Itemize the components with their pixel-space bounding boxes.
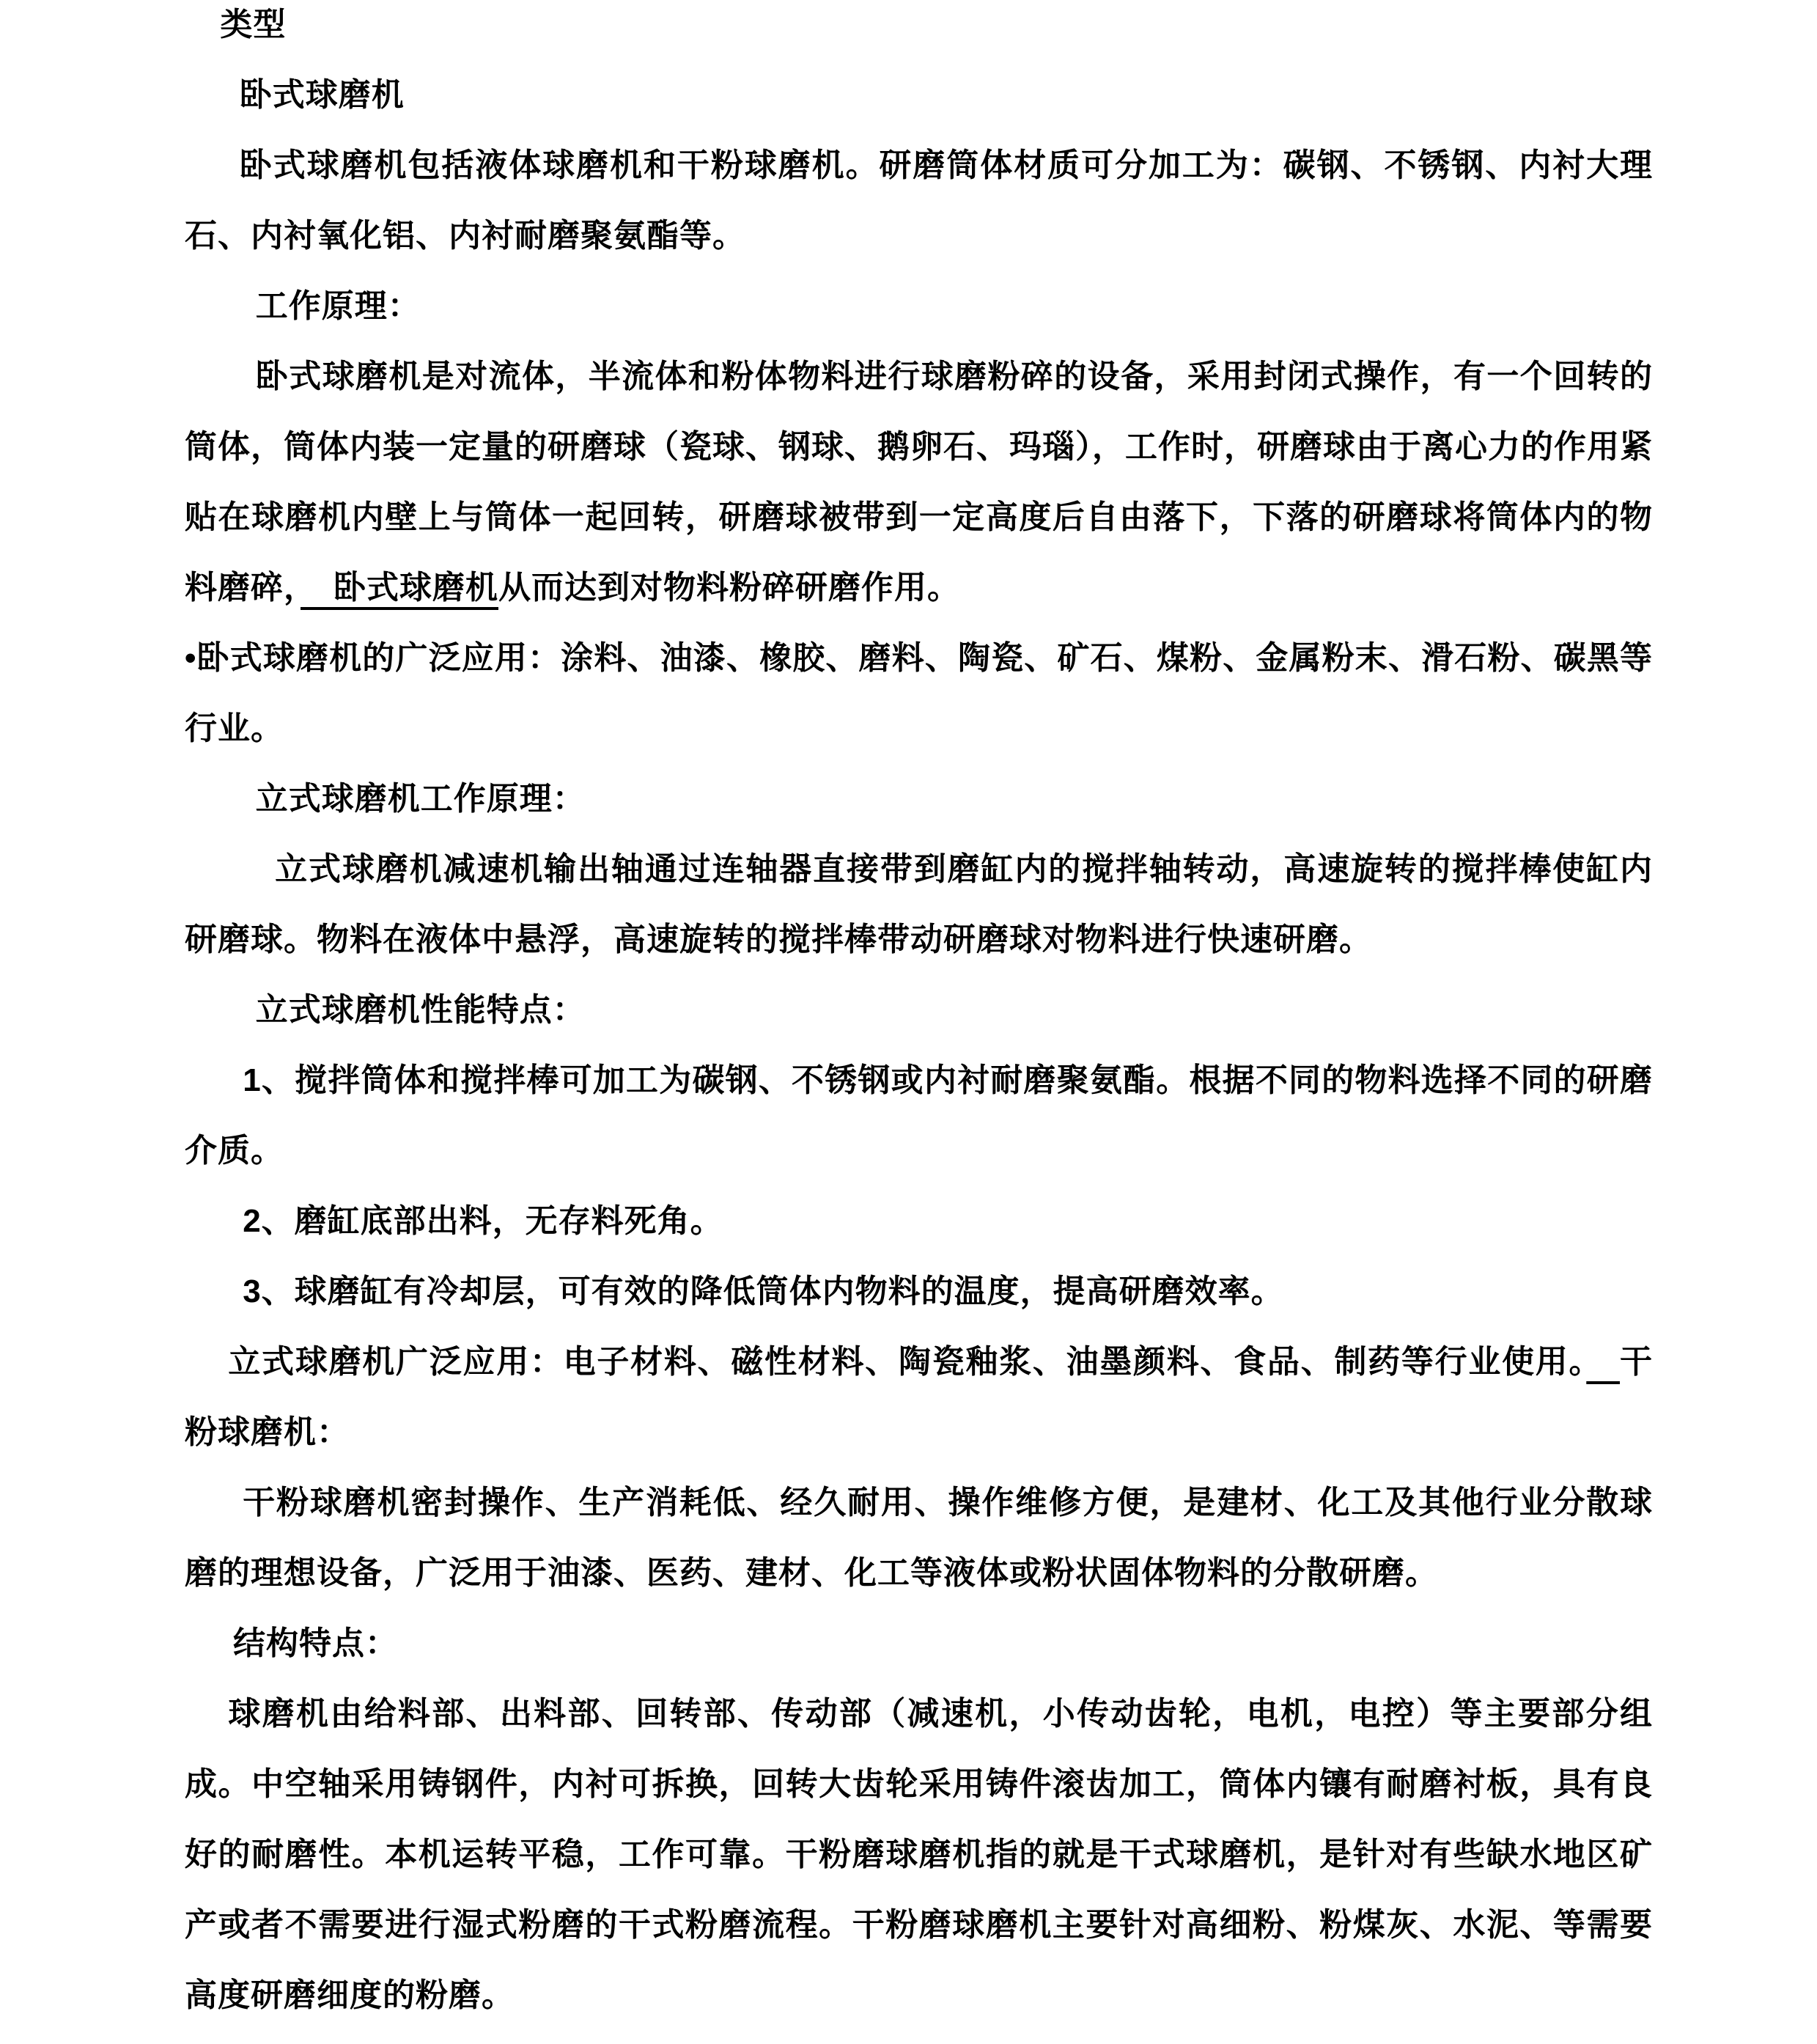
heading-type [185, 0, 1653, 60]
para-vertical-applications [185, 1327, 1653, 1468]
text-run: 1、搅拌筒体和搅拌棒可加工为碳钢、不锈钢或内衬耐磨聚氨酯。根据不同的物料选择不同的研磨介质。 [185, 1062, 1653, 1169]
text-run: 干粉球磨机密封操作、生产消耗低、经久耐用、操作维修方便，是建材、化工及其他行业分散球磨的理想设备，广泛用于油漆、医药、建材、化工等液体或粉状固体物料的分散研磨。 [185, 1485, 1653, 1591]
text-run: 立式球磨机工作原理： [255, 781, 586, 817]
heading-working-principle [185, 271, 1653, 342]
text-run: 卧式球磨机 [239, 77, 405, 113]
heading-structure-features [185, 1609, 1653, 1679]
heading-vertical-working-principle [185, 764, 1653, 834]
text-run: 类型 [220, 7, 287, 43]
text-run: 立式球磨机减速机输出轴通过连轴器直接带到磨缸内的搅拌轴转动，高速旋转的搅拌棒使缸内研磨球。物料在液体中悬浮，高速旋转的搅拌棒带动研磨球对物料进行快速研磨。 [185, 851, 1653, 957]
para-dry-powder-intro [185, 1468, 1653, 1609]
para-feature-3 [185, 1257, 1653, 1327]
para-feature-2 [185, 1186, 1653, 1257]
text-run: •卧式球磨机的广泛应用：涂料、油漆、橡胶、磨料、陶瓷、矿石、煤粉、金属粉末、滑石粉、碳黑等行业。 [185, 640, 1653, 746]
underlined-text-run [1586, 1344, 1620, 1380]
text-run: 工作原理： [255, 288, 421, 324]
para-working-principle [185, 342, 1653, 623]
text-run: 从而达到对物料粉碎研磨作用。 [498, 570, 960, 606]
text-run: 立式球磨机广泛应用：电子材料、磁性材料、陶瓷釉浆、油墨颜料、食品、制药等行业使用。 [228, 1344, 1587, 1380]
text-run: 结构特点： [233, 1625, 398, 1661]
para-vertical-working-principle [185, 834, 1653, 975]
text-run: 立式球磨机性能特点： [255, 992, 586, 1028]
text-run: 卧式球磨机包括液体球磨机和干粉球磨机。研磨筒体材质可分加工为：碳钢、不锈钢、内衬大理石、内衬氧化铝、内衬耐磨聚氨酯等。 [185, 147, 1653, 254]
document-body [185, 0, 1653, 2031]
para-horizontal-applications [185, 623, 1653, 764]
text-run: 2、磨缸底部出料，无存料死角。 [243, 1203, 723, 1239]
underlined-text-run: 卧式球磨机 [301, 570, 498, 606]
para-structure [185, 1679, 1653, 2031]
para-horizontal-intro [185, 130, 1653, 271]
text-run: 干粉球磨机： [185, 1344, 1654, 1450]
heading-vertical-features [185, 975, 1653, 1045]
text-run: 卧式球磨机是对流体，半流体和粉体物料进行球磨粉碎的设备，采用封闭式操作，有一个回转的筒体，筒体内装一定量的研磨球（瓷球、钢球、鹅卵石、玛瑙），工作时，研磨球由于离心力的作用紧贴在球磨机内壁上与筒体一起回转，研磨球被带到一定高度后自由落下，下落的研磨球将筒体内的物料磨碎， [185, 359, 1653, 606]
heading-horizontal-ball-mill [185, 60, 1653, 130]
para-feature-1 [185, 1045, 1653, 1186]
text-run: 球磨机由给料部、出料部、回转部、传动部（减速机，小传动齿轮，电机，电控）等主要部分组成。中空轴采用铸钢件，内衬可拆换，回转大齿轮采用铸件滚齿加工，筒体内镶有耐磨衬板，具有良好的耐磨性。本机运转平稳，工作可靠。干粉磨球磨机指的就是干式球磨机，是针对有些缺水地区矿产或者不需要进行湿式粉磨的干式粉磨流程。干粉磨球磨机主要针对高细粉、粉煤灰、水泥、等需要高度研磨细度的粉磨。 [185, 1696, 1653, 2013]
text-run: 3、球磨缸有冷却层，可有效的降低筒体内物料的温度，提高研磨效率。 [243, 1273, 1284, 1309]
